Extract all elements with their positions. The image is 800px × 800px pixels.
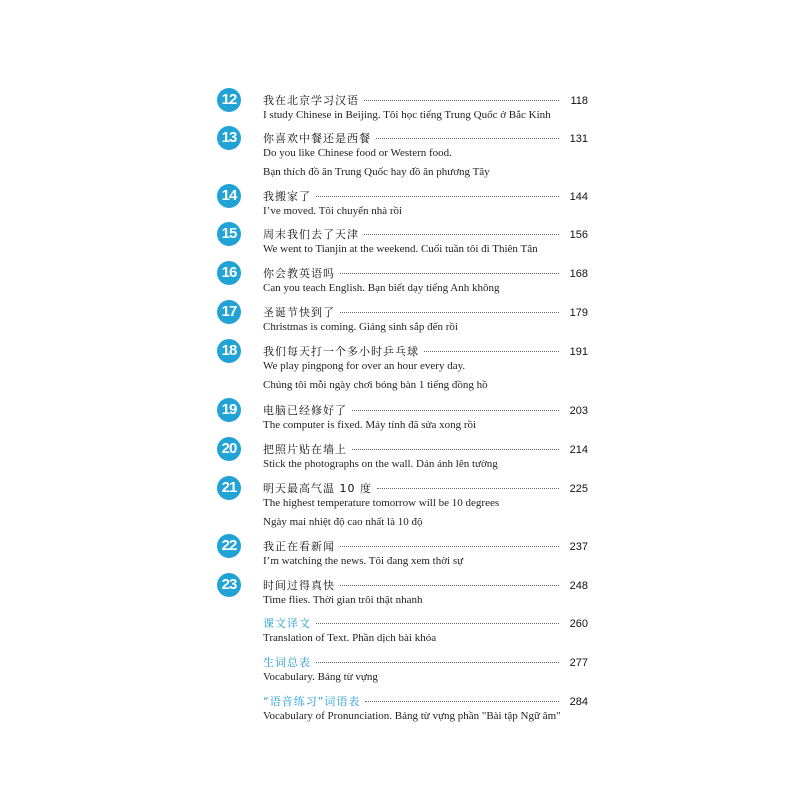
- chinese-title: 你会教英语吗: [263, 267, 335, 280]
- english-vietnamese-title: I’ve moved. Tôi chuyển nhà rồi: [263, 205, 403, 217]
- lesson-number-badge: 16: [217, 261, 241, 285]
- english-vietnamese-title: Vocabulary of Pronunciation. Bảng từ vựng phần "Bài tập Ngữ âm": [263, 710, 561, 722]
- toc-heading-line[interactable]: [263, 130, 588, 146]
- toc-heading-line[interactable]: [263, 343, 588, 359]
- chinese-title: 我在北京学习汉语: [263, 94, 359, 107]
- page-number: 203: [569, 405, 588, 417]
- toc-heading-line[interactable]: [263, 226, 588, 242]
- lesson-number-badge: 17: [217, 300, 241, 324]
- toc-heading-line[interactable]: [263, 615, 588, 631]
- page-number: 237: [569, 541, 588, 553]
- toc-heading-line[interactable]: [263, 693, 588, 709]
- chinese-title: “语音练习”词语表: [263, 695, 361, 708]
- english-vietnamese-title: Can you teach English. Bạn biết dạy tiếng Anh không: [263, 282, 500, 294]
- page-number: 179: [569, 307, 588, 319]
- chinese-title: 你喜欢中餐还是西餐: [263, 132, 371, 145]
- english-vietnamese-title: Christmas is coming. Giáng sinh sắp đến rồi: [263, 321, 458, 333]
- dot-leader: [424, 351, 559, 352]
- toc-heading-line[interactable]: [263, 304, 588, 320]
- toc-heading-line[interactable]: [263, 402, 588, 418]
- toc-heading-line[interactable]: [263, 654, 588, 670]
- vietnamese-title: Ngày mai nhiệt độ cao nhất là 10 độ: [263, 516, 423, 528]
- chinese-title: 生词总表: [263, 656, 311, 669]
- dot-leader: [365, 701, 559, 702]
- chinese-title: 把照片贴在墙上: [263, 443, 347, 456]
- page-number: 156: [569, 229, 588, 241]
- lesson-number-badge: 19: [217, 398, 241, 422]
- english-vietnamese-title: I study Chinese in Beijing. Tôi học tiếng Trung Quốc ở Bắc Kinh: [263, 109, 551, 121]
- toc-heading-line[interactable]: [263, 480, 588, 496]
- english-vietnamese-title: Stick the photographs on the wall. Dán ảnh lên tường: [263, 458, 498, 470]
- dot-leader: [340, 585, 559, 586]
- chinese-title: 圣诞节快到了: [263, 306, 335, 319]
- chinese-title: 课文译文: [263, 617, 311, 630]
- dot-leader: [316, 623, 559, 624]
- toc-heading-line[interactable]: [263, 92, 588, 108]
- chinese-title: 我正在看新闻: [263, 540, 335, 553]
- page-number: 284: [569, 696, 588, 708]
- dot-leader: [364, 100, 559, 101]
- chinese-title: 时间过得真快: [263, 579, 335, 592]
- lesson-number-badge: 18: [217, 339, 241, 363]
- page-number: 118: [570, 95, 588, 107]
- dot-leader: [316, 196, 559, 197]
- page-number: 248: [569, 580, 588, 592]
- chinese-title: 周末我们去了天津: [263, 228, 359, 241]
- dot-leader: [364, 234, 559, 235]
- dot-leader: [340, 546, 559, 547]
- page-number: 225: [569, 483, 588, 495]
- page-number: 168: [569, 268, 588, 280]
- dot-leader: [352, 410, 559, 411]
- dot-leader: [376, 138, 559, 139]
- english-vietnamese-title: We went to Tianjin at the weekend. Cuối tuần tôi đi Thiên Tân: [263, 243, 538, 255]
- lesson-number-badge: 13: [217, 126, 241, 150]
- lesson-number-badge: 23: [217, 573, 241, 597]
- lesson-number-badge: 22: [217, 534, 241, 558]
- page-number: 214: [569, 444, 588, 456]
- page-number: 191: [569, 346, 588, 358]
- toc-heading-line[interactable]: [263, 577, 588, 593]
- dot-leader: [316, 662, 559, 663]
- page-number: 131: [569, 133, 588, 145]
- page-number: 260: [569, 618, 588, 630]
- lesson-number-badge: 12: [217, 88, 241, 112]
- english-vietnamese-title: The computer is fixed. Máy tính đã sửa xong rồi: [263, 419, 477, 431]
- page-number: 277: [569, 657, 588, 669]
- vietnamese-title: Bạn thích đồ ăn Trung Quốc hay đồ ăn phương Tây: [263, 166, 490, 178]
- english-vietnamese-title: Time flies. Thời gian trôi thật nhanh: [263, 594, 423, 606]
- dot-leader: [352, 449, 559, 450]
- lesson-number-badge: 14: [217, 184, 241, 208]
- chinese-title: 电脑已经修好了: [263, 404, 347, 417]
- toc-heading-line[interactable]: [263, 441, 588, 457]
- lesson-number-badge: 15: [217, 222, 241, 246]
- page-number: 144: [569, 191, 588, 203]
- chinese-title: 明天最高气温 10 度: [263, 482, 372, 495]
- english-vietnamese-title: Translation of Text. Phần dịch bài khóa: [263, 632, 437, 644]
- toc-heading-line[interactable]: [263, 538, 588, 554]
- english-title: We play pingpong for over an hour every day.: [263, 360, 466, 372]
- dot-leader: [340, 312, 559, 313]
- chinese-title: 我们每天打一个多小时乒乓球: [263, 345, 419, 358]
- chinese-title: 我搬家了: [263, 190, 311, 203]
- dot-leader: [340, 273, 559, 274]
- lesson-number-badge: 21: [217, 476, 241, 500]
- english-title: The highest temperature tomorrow will be 10 degrees: [263, 497, 500, 509]
- lesson-number-badge: 20: [217, 437, 241, 461]
- english-vietnamese-title: Vocabulary. Bảng từ vựng: [263, 671, 378, 683]
- vietnamese-title: Chúng tôi mỗi ngày chơi bóng bàn 1 tiếng đồng hồ: [263, 379, 488, 391]
- toc-heading-line[interactable]: [263, 265, 588, 281]
- english-vietnamese-title: I’m watching the news. Tôi đang xem thời sự: [263, 555, 464, 567]
- dot-leader: [377, 488, 559, 489]
- toc-heading-line[interactable]: [263, 188, 588, 204]
- english-title: Do you like Chinese food or Western food.: [263, 147, 452, 159]
